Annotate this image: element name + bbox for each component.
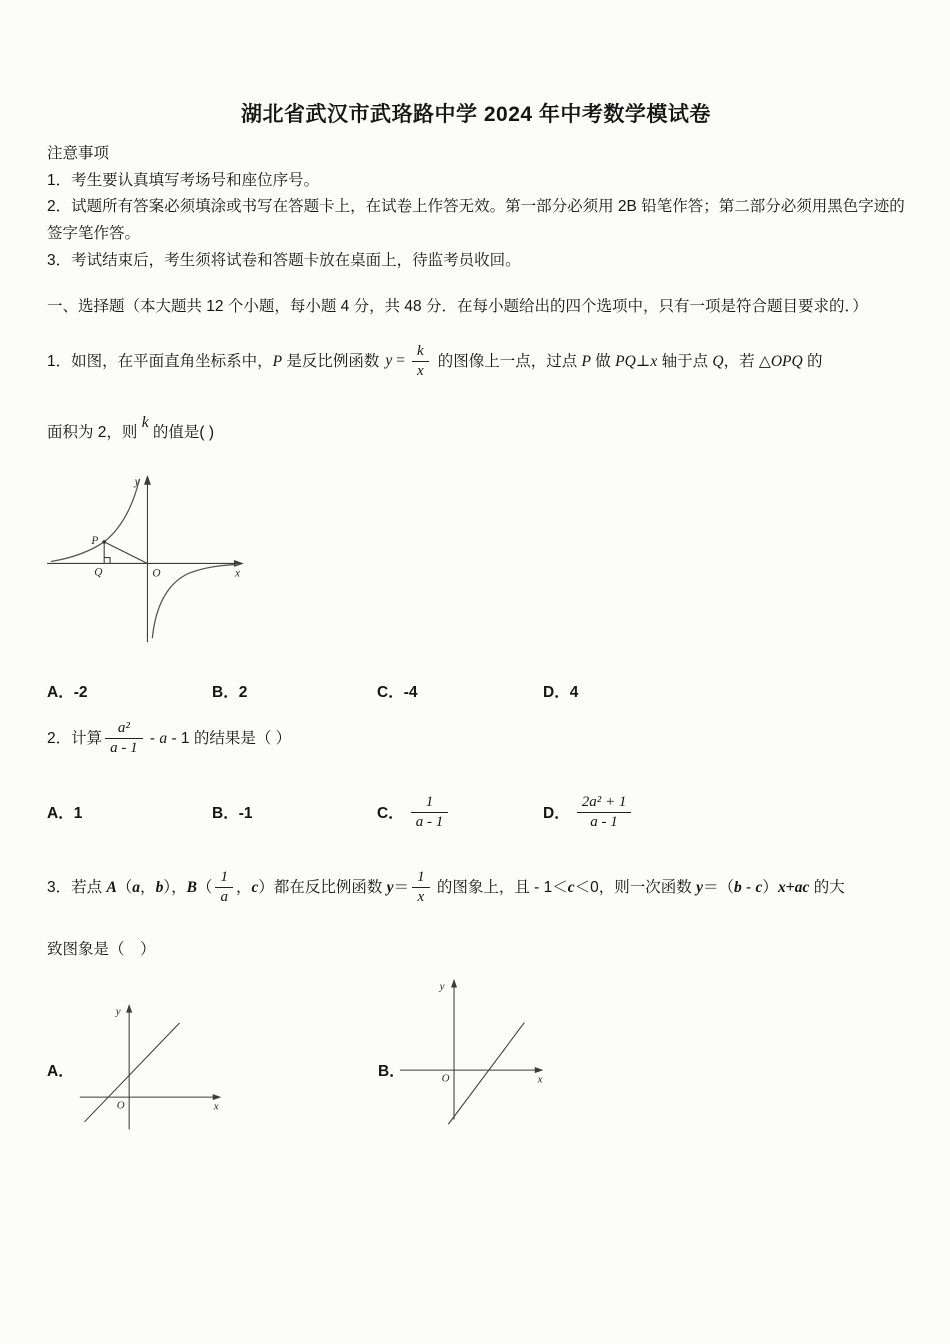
q3-frac2-denominator: x (417, 889, 425, 906)
q3-frac1-numerator: 1 (215, 869, 233, 888)
q3-text-13: ） (762, 878, 778, 896)
q1-fig-x-arrow (234, 560, 244, 567)
q1-fig-hyperbola-upper-branch (51, 479, 140, 562)
q2-options (47, 794, 905, 832)
notice-heading: 注意事项 (47, 145, 110, 162)
q3-text-15: 的大 (809, 878, 845, 896)
q1-figure (41, 473, 248, 650)
q1-math-triangle-opq: △OPQ (758, 352, 803, 370)
question-3-text-line2: 致图象是（ ） (47, 940, 156, 958)
q1-inverse-proportion-formula (385, 343, 431, 381)
q2-fraction-numerator: a² (105, 720, 143, 739)
q2-option-d-fraction (577, 794, 632, 832)
q1-math-k: k (141, 414, 149, 432)
q3-math-b: b (155, 878, 164, 896)
q2-option-c-numerator: 1 (411, 794, 449, 813)
q2-option-c (377, 794, 543, 832)
q1-text-7: ，若 (723, 352, 759, 370)
page-title: 湖北省武汉市武珞路中学 2024 年中考数学模试卷 (241, 103, 711, 126)
q3-math-c3: c (755, 878, 763, 896)
q3-figb-y-arrow (451, 979, 457, 988)
q1-formula-equals: = (396, 352, 406, 370)
q3-text-5: （ (196, 878, 213, 896)
q3-math-y2: y (696, 878, 703, 896)
notice-item-3: 3．考试结束后，考生须将试卷和答题卡放在桌面上，待监考员收回。 (47, 251, 521, 269)
q1-option-b: B．2 (212, 684, 248, 702)
q2-option-a: A．1 (47, 805, 83, 823)
q1-line2-b: 的值是( ) (148, 424, 215, 442)
question-1 (47, 343, 905, 702)
notice-item-1: 1．考生要认真填写考场号和座位序号。 (47, 171, 320, 189)
q1-fig-right-angle-mark (104, 558, 110, 564)
q3-text-14: + (785, 878, 795, 896)
q3-math-ac: ac (794, 878, 810, 896)
q1-line2-a: 面积为 2，则 (47, 424, 142, 442)
q1-text-3: 的图像上一点，过点 (437, 352, 582, 370)
q1-fig-segment-po (104, 542, 147, 564)
q2-math-a: a (159, 729, 168, 747)
q3-figure-b (395, 977, 552, 1129)
q1-text-8: 的 (802, 352, 823, 370)
notice-item-2: 2．试题所有答案必须填涂或书写在答题卡上，在试卷上作答无效。第一部分必须用 2B 铅笔作答；第二部分必须用黑色字迹的签字笔作答。 (47, 198, 905, 242)
question-1-text-line2 (47, 414, 905, 447)
q1-option-c: C．-4 (377, 684, 418, 702)
q2-fraction (105, 720, 143, 758)
q3-math-x: x (777, 878, 786, 896)
q1-math-p1: P (272, 352, 283, 370)
q3-text-11: ＝（ (702, 878, 734, 896)
q3-math-c1: c (251, 878, 259, 896)
q3-option-b-label: B． (378, 1063, 405, 1081)
q1-math-q: Q (712, 352, 724, 370)
q3-frac2-numerator: 1 (412, 869, 430, 888)
q3-math-a: a (132, 878, 141, 896)
q3-figa-label-y: y (115, 1005, 121, 1018)
q1-option-a: A．-2 (47, 684, 88, 702)
q3-figb-line (448, 1023, 524, 1125)
q1-formula-lhs: y (385, 352, 393, 370)
q1-text-4: 做 (591, 352, 616, 370)
q2-option-c-fraction (411, 794, 449, 832)
section-heading: 一、选择题（本大题共 12 个小题，每小题 4 分，共 48 分．在每小题给出的四个选项中，只有一项是符合题目要求的．） (47, 298, 868, 316)
q1-fig-label-q: Q (94, 566, 103, 579)
q3-text-3: ， (140, 878, 156, 896)
q3-frac1-denominator: a (220, 889, 228, 906)
question-2-text (47, 720, 905, 758)
question-3 (47, 869, 905, 1152)
q3-text-2: （ (116, 878, 133, 896)
q2-fraction-denominator: a - 1 (110, 740, 138, 757)
q3-math-B: B (186, 878, 197, 896)
q3-fraction-1-over-x (412, 869, 430, 907)
q1-fig-hyperbola-lower-branch (152, 565, 240, 639)
q1-text-6: 轴于点 (657, 352, 713, 370)
q3-math-c2: c (567, 878, 575, 896)
q3-figa-label-o: O (116, 1099, 125, 1112)
q3-figure-a (75, 1002, 227, 1140)
q1-text-2: 是反比例函数 (282, 352, 380, 370)
q2-option-d (543, 794, 634, 832)
question-2 (47, 720, 905, 831)
q1-fig-label-y: y (134, 475, 140, 488)
q1-formula-denominator: x (417, 363, 424, 380)
q2-option-c-denominator: a - 1 (415, 813, 444, 830)
q2-option-b: B．-1 (212, 805, 253, 823)
q3-equals-1: ＝ (393, 878, 410, 896)
q3-figa-label-x: x (213, 1100, 219, 1113)
q3-text-7: ）都在反比例函数 (258, 878, 387, 896)
q3-figb-x-arrow (535, 1067, 544, 1073)
q1-fig-label-p: P (91, 534, 99, 547)
q2-option-d-label: D． (543, 805, 570, 823)
q3-figb-label-x: x (537, 1073, 543, 1086)
q3-text-6: ， (235, 878, 252, 896)
notice-section (47, 141, 905, 274)
q2-option-d-numerator: 2a² + 1 (577, 794, 632, 813)
q3-figa-line (85, 1023, 180, 1122)
q3-answer-graphs (47, 977, 905, 1152)
q3-text-9: 的图象上，且 - 1＜ (432, 878, 568, 896)
q3-math-b2: b (734, 878, 742, 896)
q1-perpendicular-symbol: ⊥ (635, 352, 651, 370)
q3-fraction-1-over-a (215, 869, 233, 907)
q1-fig-point-p (102, 540, 106, 544)
q1-fig-y-arrow (144, 475, 151, 485)
q1-formula-numerator: k (412, 343, 429, 362)
q1-math-pq: PQ (615, 352, 636, 370)
q3-math-A: A (106, 878, 117, 896)
q3-text-12: - (741, 878, 756, 896)
q2-text-1: 2．计算 (47, 729, 103, 747)
q3-figb-label-y: y (439, 980, 445, 993)
q3-option-a-label: A． (47, 1063, 74, 1081)
q1-option-d: D．4 (543, 684, 579, 702)
q3-figb-label-o: O (441, 1072, 450, 1085)
q2-text-3: - 1 的结果是（ ） (167, 729, 292, 747)
q1-text-1: 1．如图，在平面直角坐标系中， (47, 352, 273, 370)
q3-text-1: 3．若点 (47, 878, 107, 896)
q1-fig-label-o: O (152, 567, 161, 580)
q2-option-c-label: C． (377, 805, 404, 823)
q3-figa-x-arrow (213, 1094, 222, 1100)
question-1-text (47, 343, 905, 381)
q2-text-2: - (145, 729, 160, 747)
q1-math-x: x (650, 352, 658, 370)
question-3-text (47, 869, 905, 907)
q3-text-4: ）， (163, 878, 187, 896)
q1-math-p2: P (581, 352, 591, 370)
q3-figa-y-arrow (126, 1004, 132, 1013)
q3-text-10: ＜0，则一次函数 (574, 878, 697, 896)
q3-math-y1: y (386, 878, 394, 896)
q2-option-d-denominator: a - 1 (590, 813, 618, 830)
q1-fig-label-x: x (234, 567, 240, 580)
q1-formula-fraction (412, 343, 429, 381)
q1-options (47, 680, 905, 702)
